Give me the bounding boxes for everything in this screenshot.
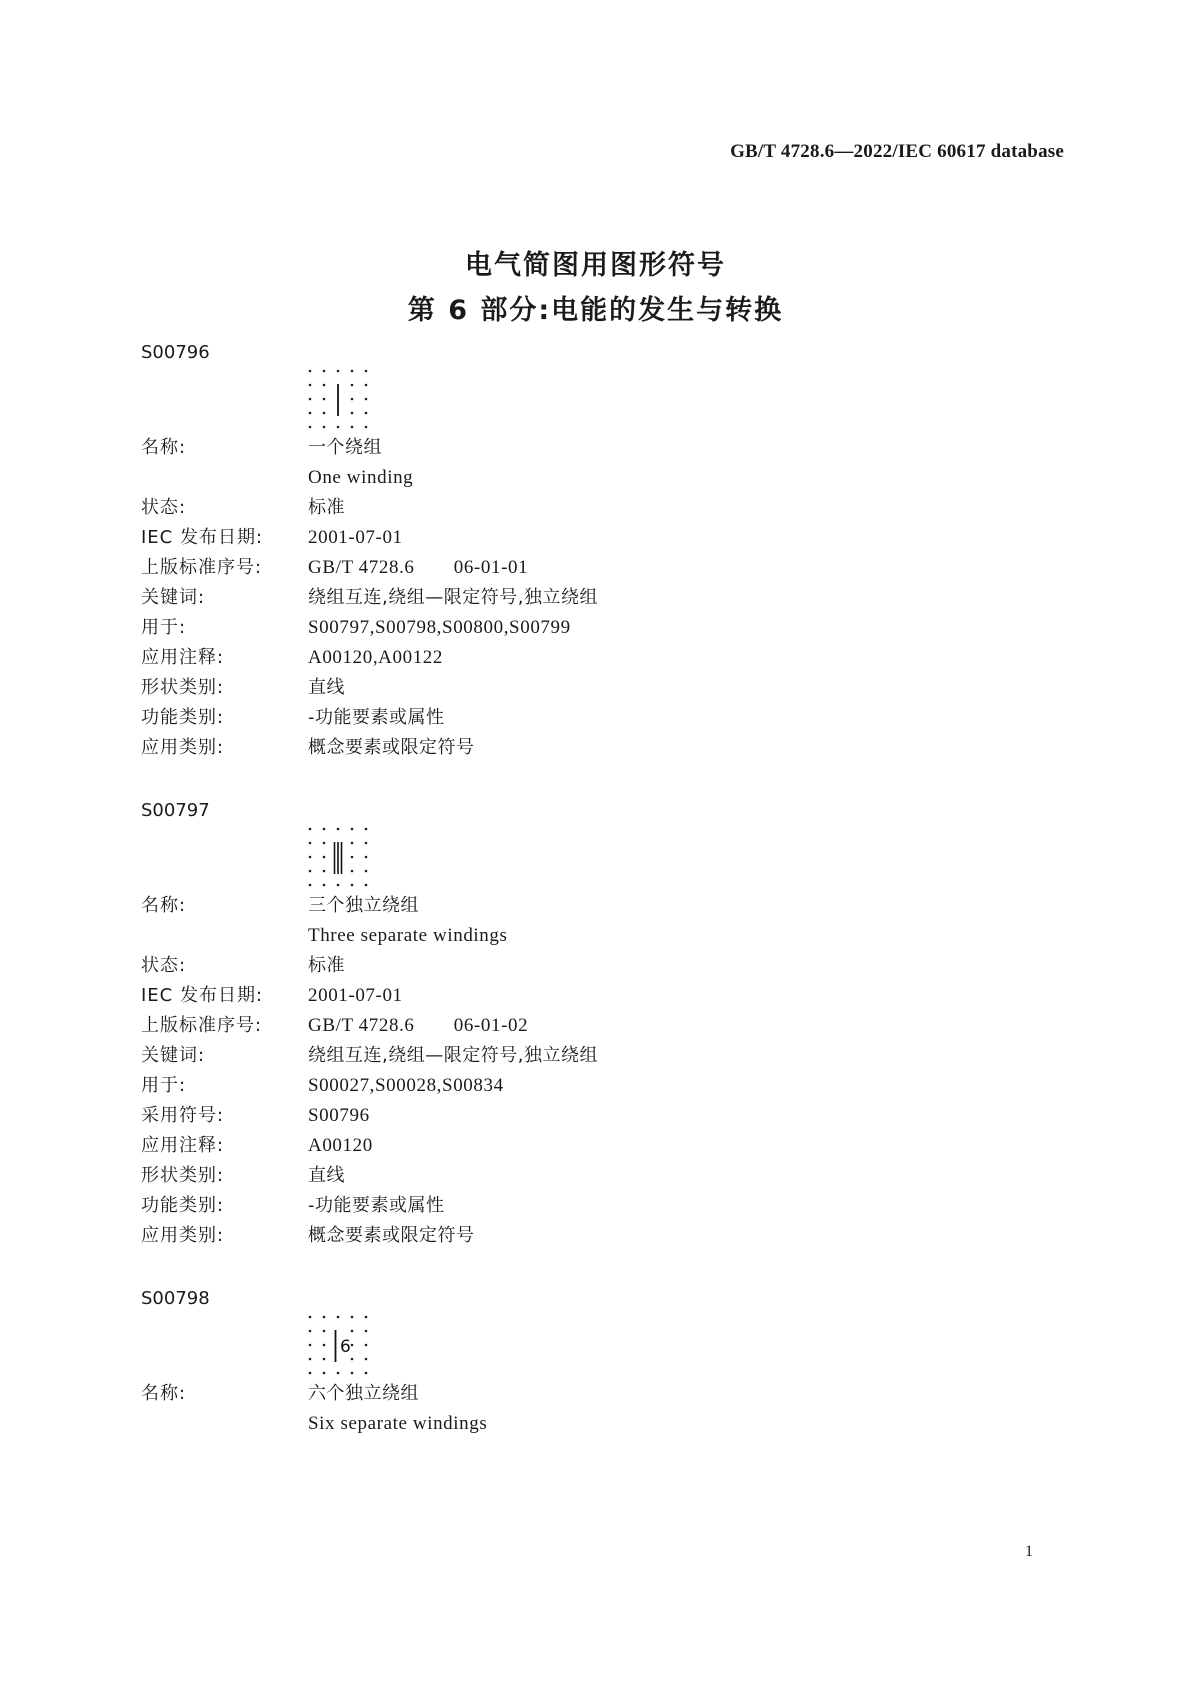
three-windings-icon [307,826,369,890]
field-value: 概念要素或限定符号 [308,737,475,758]
field-value: GB/T 4728.6 06-01-01 [308,557,529,578]
field-label: 应用注释: [141,1135,225,1156]
grid-dot [309,884,312,887]
grid-dot [351,842,354,845]
grid-dot [351,1372,354,1375]
grid-dot [365,398,368,401]
grid-dot [309,1372,312,1375]
grid-dot [309,856,312,859]
grid-dot [365,1372,368,1375]
grid-dot [365,856,368,859]
grid-dot [309,384,312,387]
field-value: S00796 [308,1105,370,1126]
grid-dot [351,398,354,401]
grid-dot [365,884,368,887]
grid-dot [309,398,312,401]
grid-dot [337,884,340,887]
grid-dot [337,426,340,429]
field-label: 名称: [141,437,187,458]
page-number: 1 [1025,1543,1033,1560]
field-value: 绕组互连,绕组—限定符号,独立绕组 [308,587,598,608]
field-label: IEC 发布日期: [141,985,264,1006]
grid-dot [323,884,326,887]
grid-dot [323,412,326,415]
grid-dot [365,1358,368,1361]
field-label: 功能类别: [141,1195,225,1216]
one-winding-icon [307,368,369,432]
field-label: 应用类别: [141,737,225,758]
field-value: 概念要素或限定符号 [308,1225,475,1246]
grid-dot [309,842,312,845]
grid-dot [365,828,368,831]
grid-dot [351,384,354,387]
field-value: 2001-07-01 [308,985,403,1006]
field-label: 关键词: [141,587,206,608]
field-label: 名称: [141,1383,187,1404]
field-label: 用于: [141,1075,187,1096]
field-label: 上版标准序号: [141,1015,263,1036]
grid-dot [351,856,354,859]
field-label: 采用符号: [141,1105,225,1126]
field-label: IEC 发布日期: [141,527,264,548]
grid-dot [351,884,354,887]
grid-dot [365,384,368,387]
grid-dot [365,412,368,415]
field-label: 形状类别: [141,1165,225,1186]
grid-dot [323,398,326,401]
grid-dot [337,370,340,373]
field-label: 功能类别: [141,707,225,728]
winding-count-label: 6 [340,1337,351,1357]
grid-dot [365,426,368,429]
field-value: -功能要素或属性 [308,1195,445,1216]
field-label: 关键词: [141,1045,206,1066]
grid-dot [351,1344,354,1347]
field-label: 应用注释: [141,647,225,668]
field-label: 形状类别: [141,677,225,698]
grid-dot [337,828,340,831]
grid-dot [365,870,368,873]
field-value: 三个独立绕组 [308,895,419,916]
grid-dot [351,870,354,873]
field-value: S00797,S00798,S00800,S00799 [308,617,571,638]
grid-dot [323,1372,326,1375]
grid-dot [309,828,312,831]
grid-dot [365,1330,368,1333]
grid-dot [323,1344,326,1347]
field-label: 状态: [141,955,187,976]
field-value: A00120,A00122 [308,647,443,668]
grid-dot [323,856,326,859]
grid-dot [365,1344,368,1347]
field-value: S00027,S00028,S00834 [308,1075,504,1096]
grid-dot [323,384,326,387]
grid-dot [309,1330,312,1333]
field-value: -功能要素或属性 [308,707,445,728]
field-value: Three separate windings [308,925,508,946]
grid-dot [323,828,326,831]
field-value: 一个绕组 [308,437,382,458]
grid-dot [365,1316,368,1319]
grid-dot [337,1372,340,1375]
grid-dot [309,1358,312,1361]
entry-code: S00797 [141,800,210,821]
field-label: 用于: [141,617,187,638]
grid-dot [309,426,312,429]
grid-dot [365,370,368,373]
field-value: 标准 [308,955,345,976]
field-value: 直线 [308,677,345,698]
document-subtitle: 第 6 部分:电能的发生与转换 [407,295,784,326]
grid-dot [323,426,326,429]
grid-dot [365,842,368,845]
field-value: One winding [308,467,414,488]
grid-dot [351,370,354,373]
grid-dot [323,842,326,845]
field-value: 标准 [308,497,345,518]
grid-dot [323,1358,326,1361]
grid-dot [323,370,326,373]
field-label: 状态: [141,497,187,518]
field-value: 2001-07-01 [308,527,403,548]
grid-dot [323,1316,326,1319]
grid-dot [351,828,354,831]
entry-code: S00798 [141,1288,210,1309]
grid-dot [351,1316,354,1319]
grid-dot [309,1344,312,1347]
field-value: Six separate windings [308,1413,488,1434]
grid-dot [323,1330,326,1333]
grid-dot [351,1330,354,1333]
grid-dot [351,412,354,415]
grid-dot [309,870,312,873]
grid-dot [309,370,312,373]
six-windings-icon [307,1314,369,1378]
entry-code: S00796 [141,342,210,363]
grid-dot [323,870,326,873]
field-label: 名称: [141,895,187,916]
field-value: 绕组互连,绕组—限定符号,独立绕组 [308,1045,598,1066]
field-value: 六个独立绕组 [308,1383,419,1404]
grid-dot [351,426,354,429]
field-value: A00120 [308,1135,373,1156]
grid-dot [309,412,312,415]
field-value: GB/T 4728.6 06-01-02 [308,1015,529,1036]
grid-dot [309,1316,312,1319]
field-label: 应用类别: [141,1225,225,1246]
grid-dot [351,1358,354,1361]
grid-dot [337,1316,340,1319]
field-value: 直线 [308,1165,345,1186]
standard-header: GB/T 4728.6—2022/IEC 60617 database [730,141,1064,162]
document-title: 电气简图用图形符号 [465,250,726,281]
field-label: 上版标准序号: [141,557,263,578]
